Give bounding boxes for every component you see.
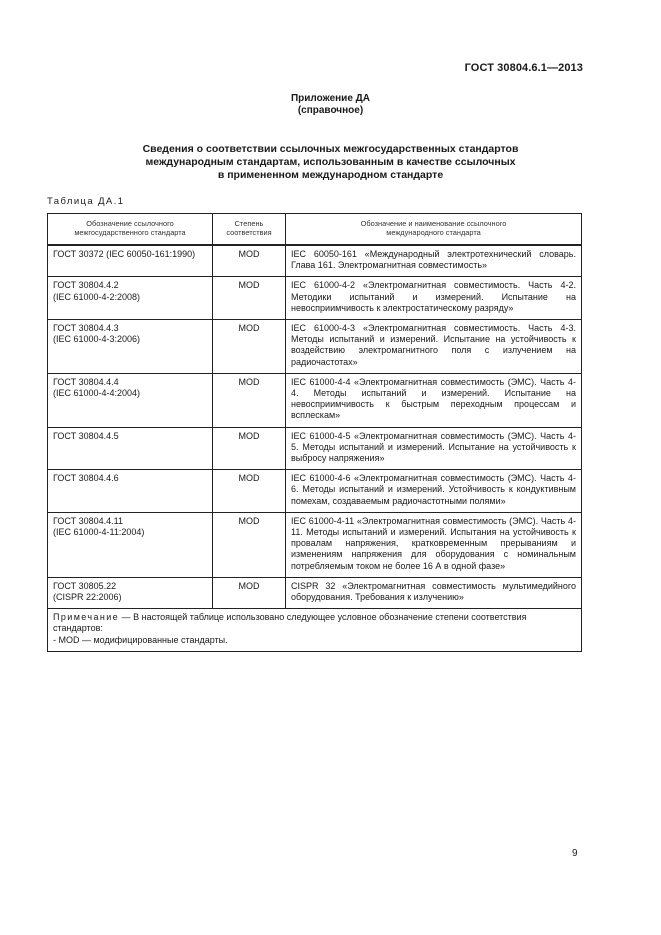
row-degree: MOD <box>213 277 286 320</box>
table-row <box>48 427 582 470</box>
page-number: 9 <box>572 848 578 859</box>
row-standard: ГОСТ 30804.4.3 (IEC 61000-4-3:2006) <box>48 320 213 374</box>
table-row <box>48 373 582 427</box>
table-row <box>48 470 582 513</box>
table-label: Таблица ДА.1 <box>47 196 125 207</box>
row-title: IEC 61000-4-5 «Электромагнитная совместимость (ЭМС). Часть 4-5. Методы испытаний и измерений. Испытание на устойчивость к выбросу напряжения» <box>286 427 582 470</box>
table-note <box>48 609 582 652</box>
annex-heading <box>0 93 661 117</box>
table-row <box>48 245 582 277</box>
row-degree: MOD <box>213 320 286 374</box>
note-label: Примечание <box>53 612 120 623</box>
table-row <box>48 577 582 608</box>
row-degree: MOD <box>213 470 286 513</box>
annex-subtitle: (справочное) <box>297 105 364 116</box>
heading-line-3: в примененном международном стандарте <box>217 169 444 181</box>
row-standard: ГОСТ 30804.4.2 (IEC 61000-4-2:2008) <box>48 277 213 320</box>
standards-table <box>47 213 582 652</box>
column-header-standard: Обозначение ссылочного межгосударственного стандарта <box>48 214 213 246</box>
column-header-degree: Степень соответствия <box>213 214 286 246</box>
row-title: IEC 60050-161 «Международный электротехнический словарь. Глава 161. Электромагнитная совместимость» <box>286 245 582 277</box>
row-standard: ГОСТ 30804.4.11 (IEC 61000-4-11:2004) <box>48 512 213 577</box>
row-standard: ГОСТ 30805.22 (CISPR 22:2006) <box>48 577 213 608</box>
row-title: IEC 61000-4-11 «Электромагнитная совместимость (ЭМС). Часть 4-11. Методы испытаний и измерений. Испытания на устойчивость к провалам напряжения, кратковременным прерываниям и изменениям напряжения для оборудования с номинальным потребляемым током не более 16 А в одной фазе» <box>286 512 582 577</box>
column-header-international: Обозначение и наименование ссылочного международного стандарта <box>286 214 582 246</box>
section-heading <box>0 143 661 182</box>
row-degree: MOD <box>213 245 286 277</box>
note-item: - MOD — модифицированные стандарты. <box>53 634 228 645</box>
row-standard: ГОСТ 30804.4.4 (IEC 61000-4-4:2004) <box>48 373 213 427</box>
note-text: — В настоящей таблице использовано следующее условное обозначение степени соответствия стандартов: <box>53 612 527 634</box>
row-standard: ГОСТ 30804.4.5 <box>48 427 213 470</box>
table-row <box>48 320 582 374</box>
row-title: IEC 61000-4-3 «Электромагнитная совместимость. Часть 4-3. Методы испытаний и измерений. Испытание на устойчивость к воздействию электромагнитного поля с излучением на радиочастотах» <box>286 320 582 374</box>
table-row <box>48 277 582 320</box>
row-title: IEC 61000-4-2 «Электромагнитная совместимость. Часть 4-2. Методики испытаний и измерений. Испытание на невосприимчивость к электростатическому разряду» <box>286 277 582 320</box>
row-degree: MOD <box>213 512 286 577</box>
row-standard: ГОСТ 30804.4.6 <box>48 470 213 513</box>
row-title: IEC 61000-4-4 «Электромагнитная совместимость (ЭМС). Часть 4-4. Методы испытаний и измерений. Испытание на невосприимчивость к быстрым переходным процессам и всплескам» <box>286 373 582 427</box>
table-header-row <box>48 214 582 246</box>
row-degree: MOD <box>213 373 286 427</box>
row-degree: MOD <box>213 577 286 608</box>
table-note-row <box>48 609 582 652</box>
row-title: IEC 61000-4-6 «Электромагнитная совместимость (ЭМС). Часть 4-6. Методы испытаний и измерений. Устойчивость к кондуктивным помехам, создаваемым радиочастотными полями» <box>286 470 582 513</box>
table-row <box>48 512 582 577</box>
row-standard: ГОСТ 30372 (IEC 60050-161:1990) <box>48 245 213 277</box>
row-degree: MOD <box>213 427 286 470</box>
heading-line-1: Сведения о соответствии ссылочных межгосударственных стандартов <box>142 143 519 155</box>
annex-title: Приложение ДА <box>290 93 371 104</box>
document-code: ГОСТ 30804.6.1—2013 <box>464 62 583 74</box>
heading-line-2: международным стандартам, использованным в качестве ссылочных <box>145 156 516 168</box>
row-title: CISPR 32 «Электромагнитная совместимость мультимедийного оборудования. Требования к излучению» <box>286 577 582 608</box>
